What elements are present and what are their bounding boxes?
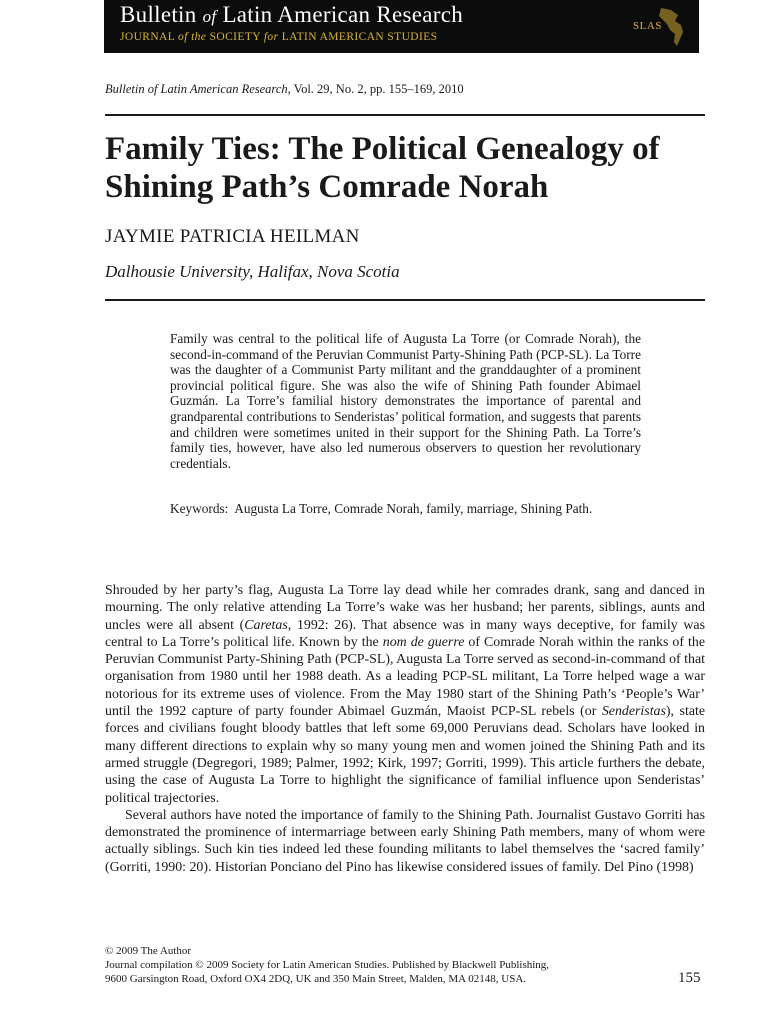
journal-name	[120, 2, 463, 28]
author-affiliation: Dalhousie University, Halifax, Nova Scotia	[105, 262, 400, 281]
page-number: 155	[678, 970, 701, 986]
subtitle-part: SOCIETY	[206, 31, 264, 43]
journal-subtitle	[120, 31, 437, 43]
text-run: Shrouded by her party’s flag, Augusta La Torre lay dead while her comrades drank, sang and danced in mourning. The only relative attending La Torre’s wake was her husband; her parents, siblings, aunts and uncles were all absent (	[105, 583, 705, 633]
title-rule-top	[105, 114, 705, 116]
text-run: of Comrade Norah within the ranks of the Peruvian Communist Party-Shining Path (PCP-SL), Augusta La Torre served as second-in-command of that organisation from 1980 until her 1988 death. As a leading PCP-SL militant, La Torre helped wage a war notorious for its extreme uses of violence. From the May 1980 start of the Shining Path’s ‘People’s War’ until the 1992 capture of party founder Abimael Guzmán, Maoist PCP-SL rebels (or	[105, 634, 705, 720]
text-run-italic: Caretas	[244, 617, 288, 633]
slas-logo-text: SLAS	[633, 20, 662, 32]
text-run: , 1992: 26). That absence was in many ways deceptive, for family was central to La Torre’s political life. Known by the	[105, 617, 705, 650]
journal-banner	[104, 0, 699, 53]
publisher-address-line: 9600 Garsington Road, Oxford OX4 2DQ, UK and 350 Main Street, Malden, MA 02148, USA.	[105, 972, 527, 985]
copyright-footer	[105, 945, 665, 986]
subtitle-part: of the	[178, 31, 207, 43]
article-author: JAYMIE PATRICIA HEILMAN	[105, 226, 360, 247]
journal-compilation-line: Journal compilation © 2009 Society for Latin American Studies. Published by Blackwell Publishing,	[105, 958, 550, 971]
keywords	[170, 501, 641, 517]
journal-name-part: Latin American Research	[216, 2, 464, 27]
journal-name-part: Bulletin	[120, 2, 203, 27]
copyright-line: © 2009 The Author	[105, 945, 192, 957]
article-title: Family Ties: The Political Genealogy of Shining Path’s Comrade Norah	[105, 131, 660, 205]
article-body	[105, 582, 705, 876]
title-rule-bottom	[105, 299, 705, 301]
text-run-italic: nom de guerre	[382, 634, 465, 650]
citation-details: , Vol. 29, No. 2, pp. 155–169, 2010	[287, 82, 464, 96]
body-paragraph-2: Several authors have noted the importance of family to the Shining Path. Journalist Gustavo Gorriti has demonstrated the prominence of intermarriage between early Shining Path members, many of whom were actually siblings. Such kin ties indeed led these founding militants to label themselves the ‘sacred family’ (Gorriti, 1990: 20). Historian Ponciano del Pino has likewise considered issues of family. Del Pino (1998)	[105, 807, 705, 875]
citation-journal: Bulletin of Latin American Research	[105, 82, 288, 96]
journal-name-of: of	[202, 7, 217, 26]
slas-logo	[631, 6, 691, 48]
body-paragraph-1	[105, 582, 705, 807]
abstract: Family was central to the political life of Augusta La Torre (or Comrade Norah), the second-in-command of the Peruvian Communist Party-Shining Path (PCP-SL). La Torre was the daughter of a Communist Party militant and the granddaughter of a prominent provincial political figure. She was also the wife of Shining Path founder Abimael Guzmán. La Torre’s familial history demonstrates the importance of parental and grandparental contributions to Senderistas’ political formation, and suggests that parents and children were sometimes united in their support for the Shining Path. La Torre’s family ties, however, have also led numerous observers to question her revolutionary credentials.	[170, 331, 641, 471]
keywords-label: Keywords:	[170, 501, 229, 516]
subtitle-part: JOURNAL	[120, 31, 179, 43]
subtitle-part: for	[263, 31, 279, 43]
text-run: ), state forces and civilians fought bloody battles that left some 69,000 Peruvians dead. Scholars have looked in many different directions to explain why so many young men and women joined the Shining Path and its armed struggle (Degregori, 1989; Palmer, 1992; Kirk, 1997; Gorriti, 1999). This article furthers the debate, using the case of Augusta La Torre to highlight the significance of familial influence upon Senderistas’ political trajectories.	[105, 704, 706, 806]
citation-line	[105, 82, 464, 97]
keywords-list: Augusta La Torre, Comrade Norah, family, marriage, Shining Path.	[234, 501, 593, 516]
subtitle-part: LATIN AMERICAN STUDIES	[278, 31, 438, 43]
text-run-italic: Senderistas	[601, 704, 666, 720]
